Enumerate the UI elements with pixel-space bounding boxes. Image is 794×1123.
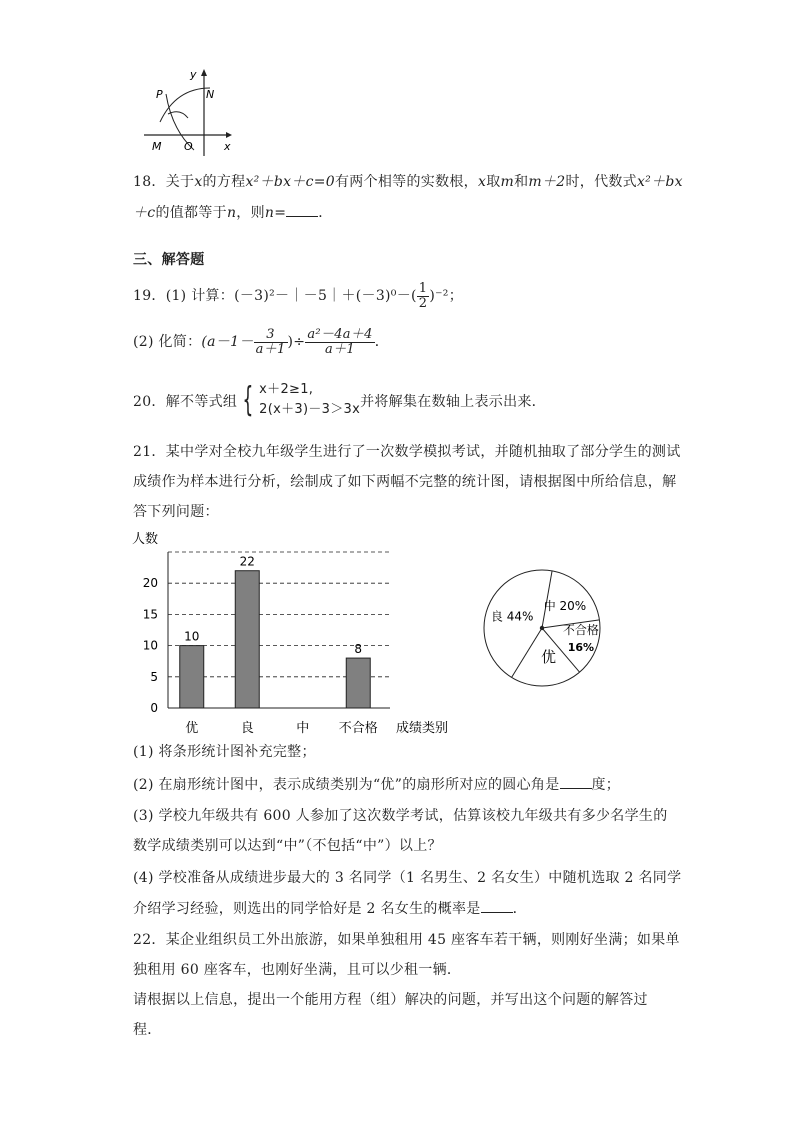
q18-line2: ＋c的值都等于n，则n= ．: [133, 202, 333, 223]
q22-line2: 独租用 60 座客车，也刚好坐满，且可以少租一辆．: [133, 962, 462, 978]
q21-line2: 成绩作为样本进行分析，绘制成了如下两幅不完整的统计图，请根据图中所给信息，解: [133, 474, 677, 490]
label-p: P: [156, 88, 163, 101]
section-title: 三、解答题: [133, 252, 205, 268]
slice-percent: 16%: [567, 641, 595, 655]
arc-from-m: [160, 88, 210, 122]
q21-line3: 答下列问题：: [133, 504, 219, 520]
q21-sub3-line1: (3) 学校九年级共有 600 人参加了这次数学考试，估算该校九年级共有多少名学生的: [133, 808, 668, 824]
q19-part1: 19．(1) 计算：(－3)²－｜－5｜＋(－3)⁰－( $\frac{1}{2}$ )⁻²；: [133, 280, 464, 311]
y-tick-label: 10: [142, 638, 158, 653]
q21-sub1: (1) 将条形统计图补充完整；: [133, 744, 316, 760]
coordinate-figure: [138, 64, 242, 160]
bar-value-label: 8: [354, 642, 363, 657]
bar-chart: [128, 526, 468, 742]
y-axis-label: 人数: [132, 532, 159, 547]
label-m: M: [152, 140, 162, 153]
q22-line4: 程．: [133, 1022, 162, 1038]
answer-blank[interactable]: [560, 774, 592, 789]
fraction: $\frac{3}{a+1}$: [255, 326, 286, 357]
slice-label: 优: [540, 647, 556, 666]
answer-blank[interactable]: [481, 898, 513, 913]
bar: [235, 571, 259, 708]
y-tick-label: 0: [150, 701, 158, 715]
answer-blank[interactable]: [286, 202, 318, 217]
label-o: O: [184, 140, 193, 153]
q21-sub4-line2: 介绍学习经验，则选出的同学恰好是 2 名女生的概率是 ．: [133, 898, 527, 919]
x-tick-label: 不合格: [338, 721, 378, 736]
label-y: y: [190, 68, 197, 81]
x-tick-label: 优: [185, 721, 199, 736]
bar-value-label: 10: [184, 629, 200, 644]
q22-line1: 22．某企业组织员工外出旅游，如果单独租用 45 座客车若干辆，则刚好坐满；如果单: [133, 932, 680, 948]
inequality-system: x＋2≥1, 2(x＋3)－3＞3x: [259, 382, 361, 417]
slice-label: 良 44%: [490, 609, 534, 624]
x-tick-label: 中: [296, 721, 310, 736]
pie-center: [540, 626, 544, 630]
q18-line1: 18．关于x的方程x²＋bx＋c=0有两个相等的实数根，x取m和m＋2时，代数式x²＋bx: [133, 174, 683, 190]
slice-label: 不合格: [562, 623, 599, 638]
x-axis-label: 成绩类别: [396, 721, 449, 736]
q21-sub3-line2: 数学成绩类别可以达到“中”（不包括“中”）以上？: [133, 838, 442, 854]
label-n: N: [206, 88, 215, 101]
y-tick-label: 20: [142, 576, 158, 591]
y-tick-label: 5: [150, 669, 158, 684]
slice-label: 中 20%: [543, 598, 587, 613]
label-x: x: [224, 140, 231, 153]
q20: 20．解不等式组 { x＋2≥1, 2(x＋3)－3＞3x 并将解集在数轴上表示出来．: [133, 380, 546, 420]
fraction: $\frac{\text{a²－4a＋4}}{a+1}$: [307, 326, 373, 357]
x-axis-arrow: [226, 132, 232, 138]
y-axis-arrow: [201, 69, 207, 76]
q21-sub4-line1: (4) 学校准备从成绩进步最大的 3 名同学（1 名男生、2 名女生）中随机选取 2 名同学: [133, 870, 682, 886]
q21-sub2: (2) 在扇形统计图中，表示成绩类别为“优”的扇形所对应的圆心角是 度；: [133, 774, 620, 795]
q21-line1: 21．某中学对全校九年级学生进行了一次数学模拟考试，并随机抽取了部分学生的测试: [133, 444, 681, 460]
y-tick-label: 15: [142, 607, 158, 622]
pie-chart: [478, 566, 606, 694]
x-tick-label: 良: [240, 721, 254, 736]
bar: [346, 658, 370, 708]
fraction: $\frac{1}{2}$: [418, 280, 428, 311]
q22-line3: 请根据以上信息，提出一个能用方程（组）解决的问题，并写出这个问题的解答过: [133, 992, 648, 1008]
brace: {: [242, 380, 254, 420]
bar: [180, 646, 204, 708]
bar-value-label: 22: [239, 554, 255, 569]
q19-part2: (2) 化简：(a－1－ $\frac{3}{a+1}$ )÷ $\frac{\text{a²－4a＋4}}{a+1}$ ．: [133, 326, 389, 357]
